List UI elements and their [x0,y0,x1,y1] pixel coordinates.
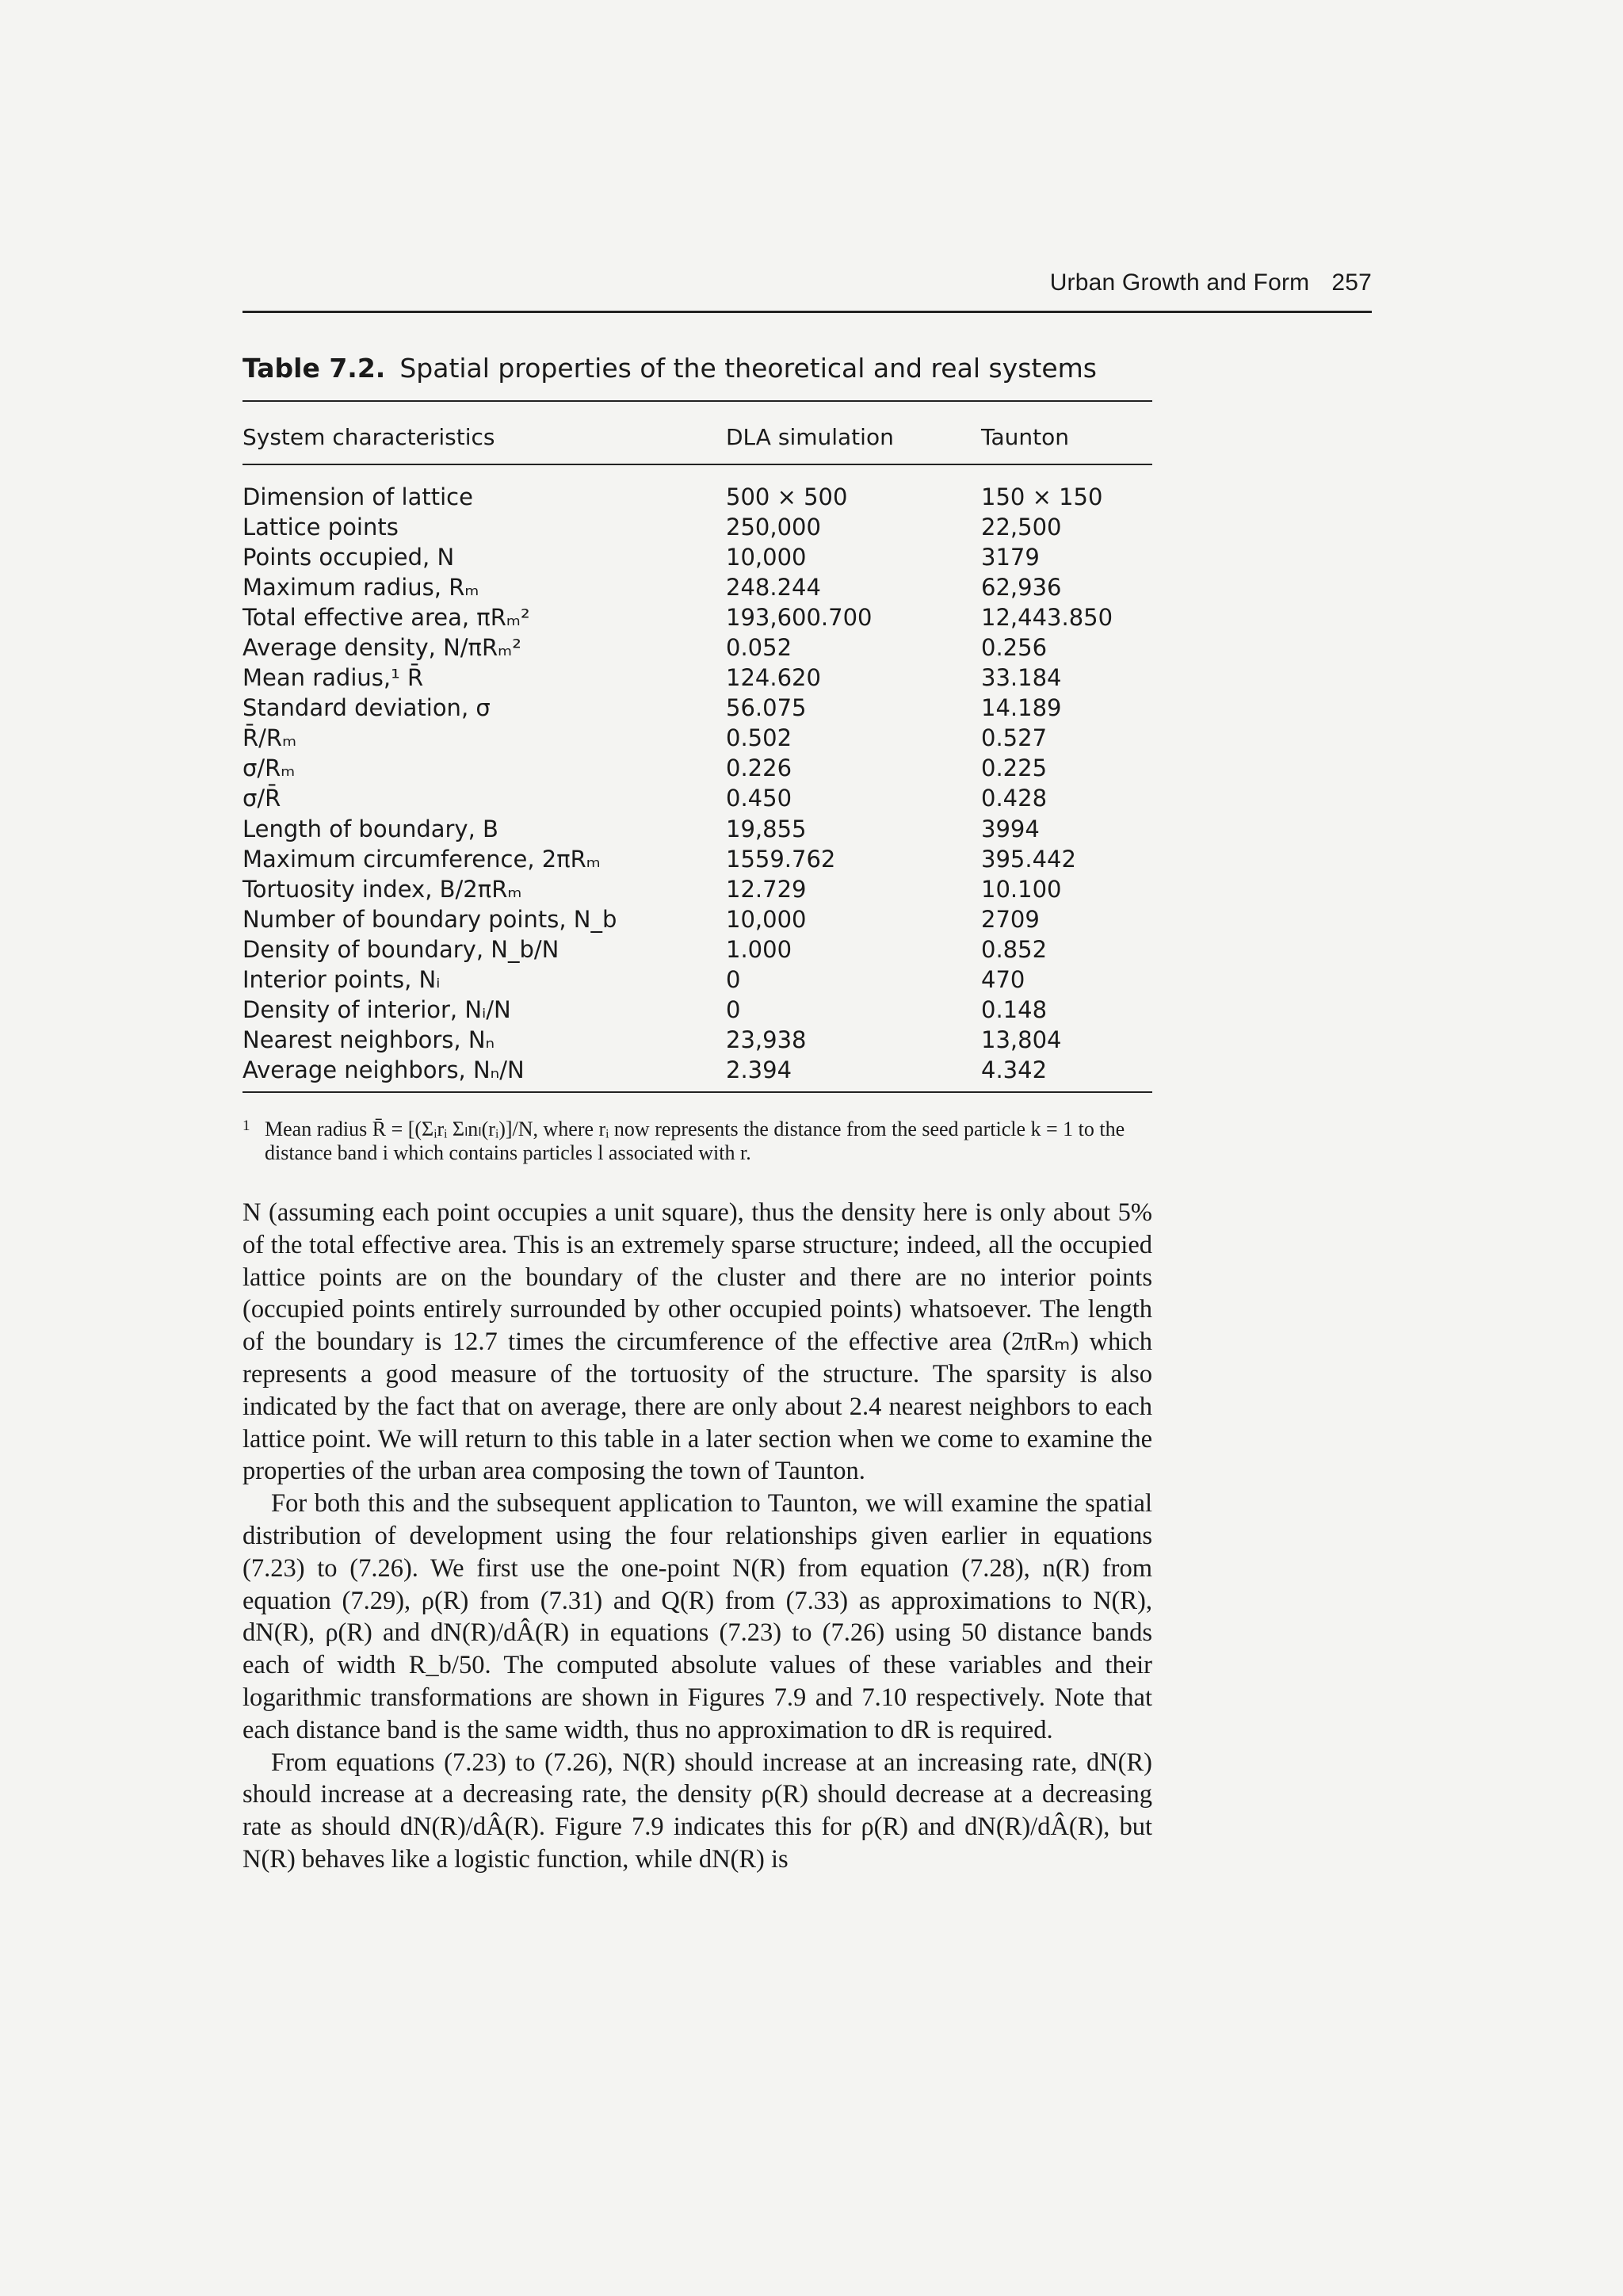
table-header-rule [242,464,1152,465]
table-row [242,814,1152,844]
row-dla-value: 2.394 [726,1056,792,1083]
row-characteristic: Mean radius,¹ R̄ [242,664,424,692]
row-taunton-value: 62,936 [981,574,1062,602]
row-taunton-value: 395.442 [981,845,1076,873]
row-dla-value: 0 [726,965,741,993]
paragraph: N (assuming each point occupies a unit square), thus the density here is only about 5% of the total effective area. This is an extremely sparse structure; indeed, all the occupied lattice points are on the boundary of the cluster and there are no interior points (occupied points entirely surrounded by other occupied points) whatsoever. The length of the boundary is 12.7 times the circumference of the effective area (2πRₘ) which represents a good measure of the tortuosity of the structure. The sparsity is also indicated by the fact that on average, there are only about 2.4 nearest neighbors to each lattice point. We will return to this table in a later section when we come to examine the properties of the urban area composing the town of Taunton. [242,1198,1152,1486]
row-characteristic: Interior points, Nᵢ [242,965,441,993]
table-row [242,482,1152,512]
table-row [242,995,1152,1025]
table-label: Table 7.2. [242,353,386,384]
row-taunton-value: 0.852 [981,935,1048,963]
row-characteristic: σ/Rₘ [242,755,296,782]
row-characteristic: Length of boundary, B [242,815,498,842]
table-row [242,632,1152,663]
table-caption-text: Spatial properties of the theoretical and real systems [399,353,1097,384]
row-characteristic: σ/R̄ [242,785,281,812]
table-row [242,602,1152,632]
row-characteristic: Density of interior, Nᵢ/N [242,995,511,1023]
row-dla-value: 0 [726,995,741,1023]
page-number: 257 [1331,269,1372,296]
paragraph: For both this and the subsequent application to Taunton, we will examine the spatial distribution of development using the four relationships given earlier in equations (7.23) to (7.26). We first use the one-point N(R) from equation (7.28), n(R) from equation (7.29), ρ(R) from (7.31) and Q(R) from (7.33) as approximations to N(R), dN(R), ρ(R) and dN(R)/dÂ(R) in equations (7.23) to (7.26) using 50 distance bands each of width R_b/50. The computed absolute values of these variables and their logarithmic transformations are shown in Figures 7.9 and 7.10 respectively. Note that each distance band is the same width, thus no approximation to dR is required. [242,1489,1152,1744]
row-dla-value: 0.502 [726,724,792,752]
table-footnote [242,1117,1152,1165]
row-taunton-value: 0.256 [981,634,1048,662]
row-characteristic: Maximum circumference, 2πRₘ [242,845,601,873]
row-taunton-value: 3994 [981,815,1040,842]
row-dla-value: 500 × 500 [726,483,848,510]
row-characteristic: Density of boundary, N_b/N [242,935,559,963]
row-taunton-value: 33.184 [981,664,1062,692]
table-row [242,1055,1152,1085]
column-header-dla: DLA simulation [726,424,894,450]
row-dla-value: 56.075 [726,694,807,722]
column-header-characteristics: System characteristics [242,424,495,450]
row-characteristic: Nearest neighbors, Nₙ [242,1026,495,1053]
row-taunton-value: 0.527 [981,724,1048,752]
row-taunton-value: 2709 [981,905,1040,933]
table-row [242,572,1152,602]
row-dla-value: 1559.762 [726,845,836,873]
row-dla-value: 0.226 [726,755,792,782]
row-taunton-value: 3179 [981,544,1040,571]
row-dla-value: 1.000 [726,935,792,963]
row-dla-value: 12.729 [726,875,807,903]
row-dla-value: 19,855 [726,815,807,842]
table-row [242,844,1152,874]
running-head [242,269,1372,296]
running-head-title: Urban Growth and Form [1049,269,1310,296]
row-characteristic: Dimension of lattice [242,483,473,510]
row-taunton-value: 150 × 150 [981,483,1103,510]
row-taunton-value: 22,500 [981,514,1062,541]
table-row [242,663,1152,693]
table-row [242,542,1152,572]
table-row [242,904,1152,934]
row-taunton-value: 0.148 [981,995,1048,1023]
table-row [242,965,1152,995]
table-row [242,934,1152,965]
paragraph: From equations (7.23) to (7.26), N(R) should increase at an increasing rate, dN(R) should increase at a decreasing rate, the density ρ(R) should decrease at a decreasing rate as should dN(R)/dÂ(R). Figure 7.9 indicates this for ρ(R) and dN(R)/dÂ(R), but N(R) behaves like a logistic function, while dN(R) is [242,1748,1152,1874]
row-taunton-value: 0.225 [981,755,1048,782]
row-characteristic: Average density, N/πRₘ² [242,634,521,662]
row-characteristic: Tortuosity index, B/2πRₘ [242,875,522,903]
row-dla-value: 10,000 [726,544,807,571]
row-characteristic: R̄/Rₘ [242,724,297,752]
table-body [242,482,1152,1085]
column-header-taunton: Taunton [981,424,1069,450]
row-characteristic: Points occupied, N [242,544,455,571]
header-rule [242,311,1372,313]
table-row [242,874,1152,904]
table-caption [242,353,1097,384]
row-characteristic: Total effective area, πRₘ² [242,604,530,632]
row-taunton-value: 4.342 [981,1056,1048,1083]
row-characteristic: Lattice points [242,514,399,541]
row-taunton-value: 10.100 [981,875,1062,903]
row-taunton-value: 470 [981,965,1025,993]
row-dla-value: 10,000 [726,905,807,933]
table-bottom-rule [242,1091,1152,1093]
row-dla-value: 0.052 [726,634,792,662]
row-taunton-value: 12,443.850 [981,604,1113,632]
row-dla-value: 0.450 [726,785,792,812]
row-characteristic: Average neighbors, Nₙ/N [242,1056,525,1083]
footnote-text: Mean radius R̄ = [(Σᵢrᵢ Σₗnₗ(rᵢ)]/N, where rᵢ now represents the distance from the seed particle k = 1 to the distance band i which contains particles l associated with r. [265,1117,1125,1164]
row-taunton-value: 14.189 [981,694,1062,722]
row-characteristic: Number of boundary points, N_b [242,905,617,933]
table-row [242,1025,1152,1055]
table-row [242,753,1152,783]
table-row [242,693,1152,723]
row-dla-value: 248.244 [726,574,821,602]
table-row [242,723,1152,753]
row-characteristic: Maximum radius, Rₘ [242,574,479,602]
row-taunton-value: 13,804 [981,1026,1062,1053]
row-dla-value: 124.620 [726,664,821,692]
footnote-mark: 1 [242,1117,250,1134]
row-dla-value: 193,600.700 [726,604,873,632]
row-taunton-value: 0.428 [981,785,1048,812]
table-row [242,783,1152,813]
row-characteristic: Standard deviation, σ [242,694,491,722]
row-dla-value: 23,938 [726,1026,807,1053]
table-row [242,512,1152,542]
table-top-rule [242,400,1152,402]
row-dla-value: 250,000 [726,514,821,541]
body-text [242,1197,1152,1876]
